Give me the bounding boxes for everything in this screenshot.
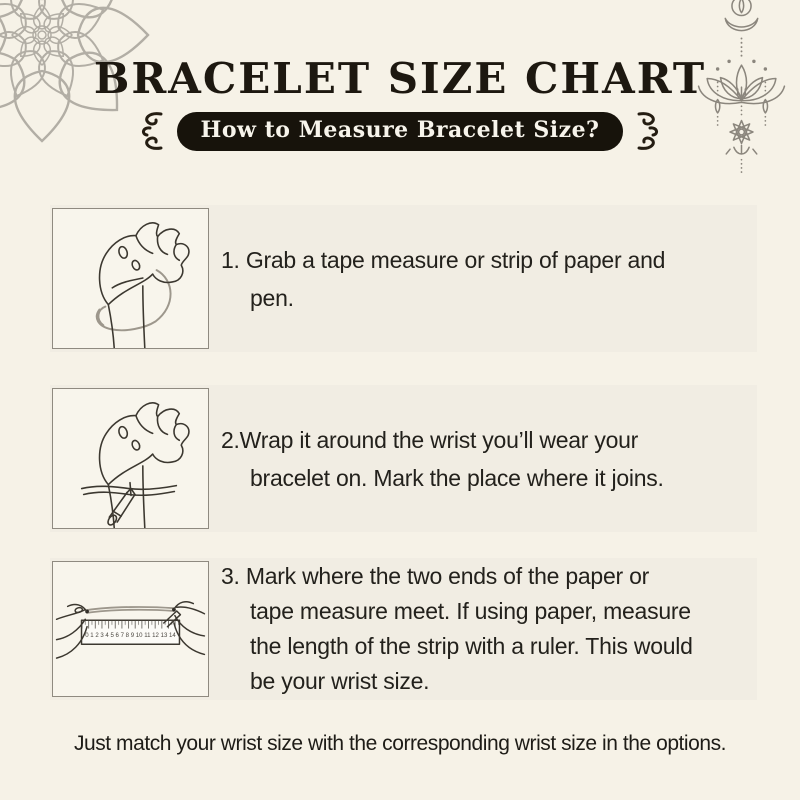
step3-line1: 3. Mark where the two ends of the paper or xyxy=(221,563,650,589)
step-row-2 xyxy=(50,385,757,532)
step3-text xyxy=(221,559,693,699)
page-title: BRACELET SIZE CHART xyxy=(93,54,707,103)
curly-flourish-left-icon xyxy=(138,111,164,151)
step-row-1 xyxy=(50,205,757,352)
curly-flourish-right-icon xyxy=(636,111,662,151)
step2-line1: 2.Wrap it around the wrist you’ll wear your xyxy=(221,426,639,453)
step1-line1: 1. Grab a tape measure or strip of paper and xyxy=(221,246,666,273)
step1-illustration-box xyxy=(52,208,209,349)
hand-wrapped-wrist-marker-icon xyxy=(53,389,208,528)
header xyxy=(0,0,800,151)
subtitle-badge-row xyxy=(0,111,800,151)
step2-text xyxy=(221,421,664,497)
step1-line2: pen. xyxy=(250,284,294,311)
hand-fist-tape-loop-icon xyxy=(53,209,208,348)
step3-line3: the length of the strip with a ruler. This would xyxy=(250,633,693,659)
step3-line4: be your wrist size. xyxy=(250,668,430,694)
hands-strip-ruler-icon xyxy=(53,562,208,696)
subtitle-badge: How to Measure Bracelet Size? xyxy=(177,112,624,151)
step-row-3 xyxy=(50,558,757,700)
footer-note: Just match your wrist size with the corresponding wrist size in the options. xyxy=(73,732,727,755)
ruler-numbers: 0 1 2 3 4 5 6 7 8 9 10 11 12 13 14 xyxy=(85,632,177,639)
step3-illustration-box xyxy=(52,561,209,697)
step2-line2: bracelet on. Mark the place where it joins. xyxy=(250,464,664,491)
steps-list xyxy=(50,205,757,700)
step2-illustration-box xyxy=(52,388,209,529)
step3-line2: tape measure meet. If using paper, measure xyxy=(250,598,691,624)
step1-text xyxy=(221,241,665,317)
